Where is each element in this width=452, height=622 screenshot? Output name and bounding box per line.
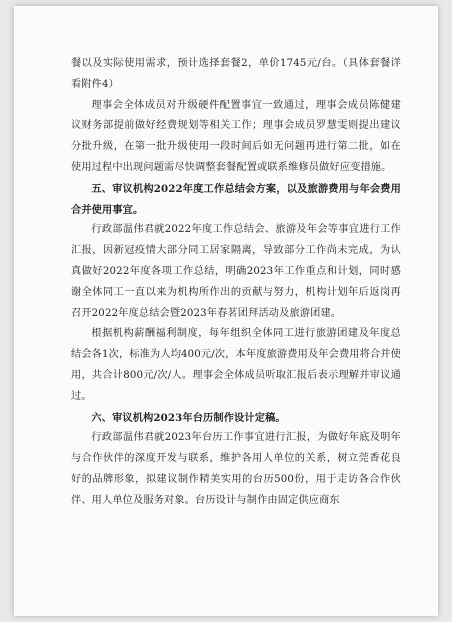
paragraph-welfare-policy: 根据机构薪酬福利制度，每年组织全体同工进行旅游团建及年度总结会各1次，标准为人均400元/次，本年度旅游费用及年会费用将合并使用，共合计800元/次/人。理事会全体成员听取汇报后表示理解并审议通过。 <box>71 328 401 402</box>
section-heading-6: 六、审议机构2023年台历制作设计定稿。 <box>91 411 286 424</box>
paragraph-calendar-report: 行政部温伟君就2023年台历工作事宜进行汇报，为做好年底及明年与合作伙伴的深度开发与联系，维护各用人单位的关系，树立莞香花良好的品牌形象，拟建议制作精美实用的台历500份，用于走访各合作伙伴、用人单位及服务对象。台历设计与制作由固定供应商东 <box>71 432 401 506</box>
document-page <box>14 6 438 616</box>
paragraph-hardware-approval: 理事会全体成员对升级硬件配置事宜一致通过，理事会成员陈健建议财务部提前做好经费规划等相关工作；理事会成员罗慧雯则提出建议分批升级，在第一批升级使用一段时间后如无问题再进行第二批，如在使用过程中出现问题需尽快调整套餐配置或联系维修员做好应变措施。 <box>71 99 401 173</box>
paragraph-hardware-plan-end: 餐以及实际使用需求，预计选择套餐2，单价1745元/台。（具体套餐详看附件4） <box>71 58 401 90</box>
paragraph-annual-summary-report: 行政部温伟君就2022年度工作总结会、旅游及年会等事宜进行工作汇报，因新冠疫情大部分同工居家隔离，导致部分工作尚未完成，为认真做好2022年度各项工作总结，明确2023年工作重点和计划，同时感谢全体同工一直以来为机构所作出的贡献与努力，机构计划年后返岗再召开2022年度总结会暨2023年春茗团拜活动及旅游团建。 <box>71 224 401 319</box>
section-heading-5: 五、审议机构2022年度工作总结会方案，以及旅游费用与年会费用合并使用事宜。 <box>71 182 401 216</box>
document-body <box>71 54 401 512</box>
